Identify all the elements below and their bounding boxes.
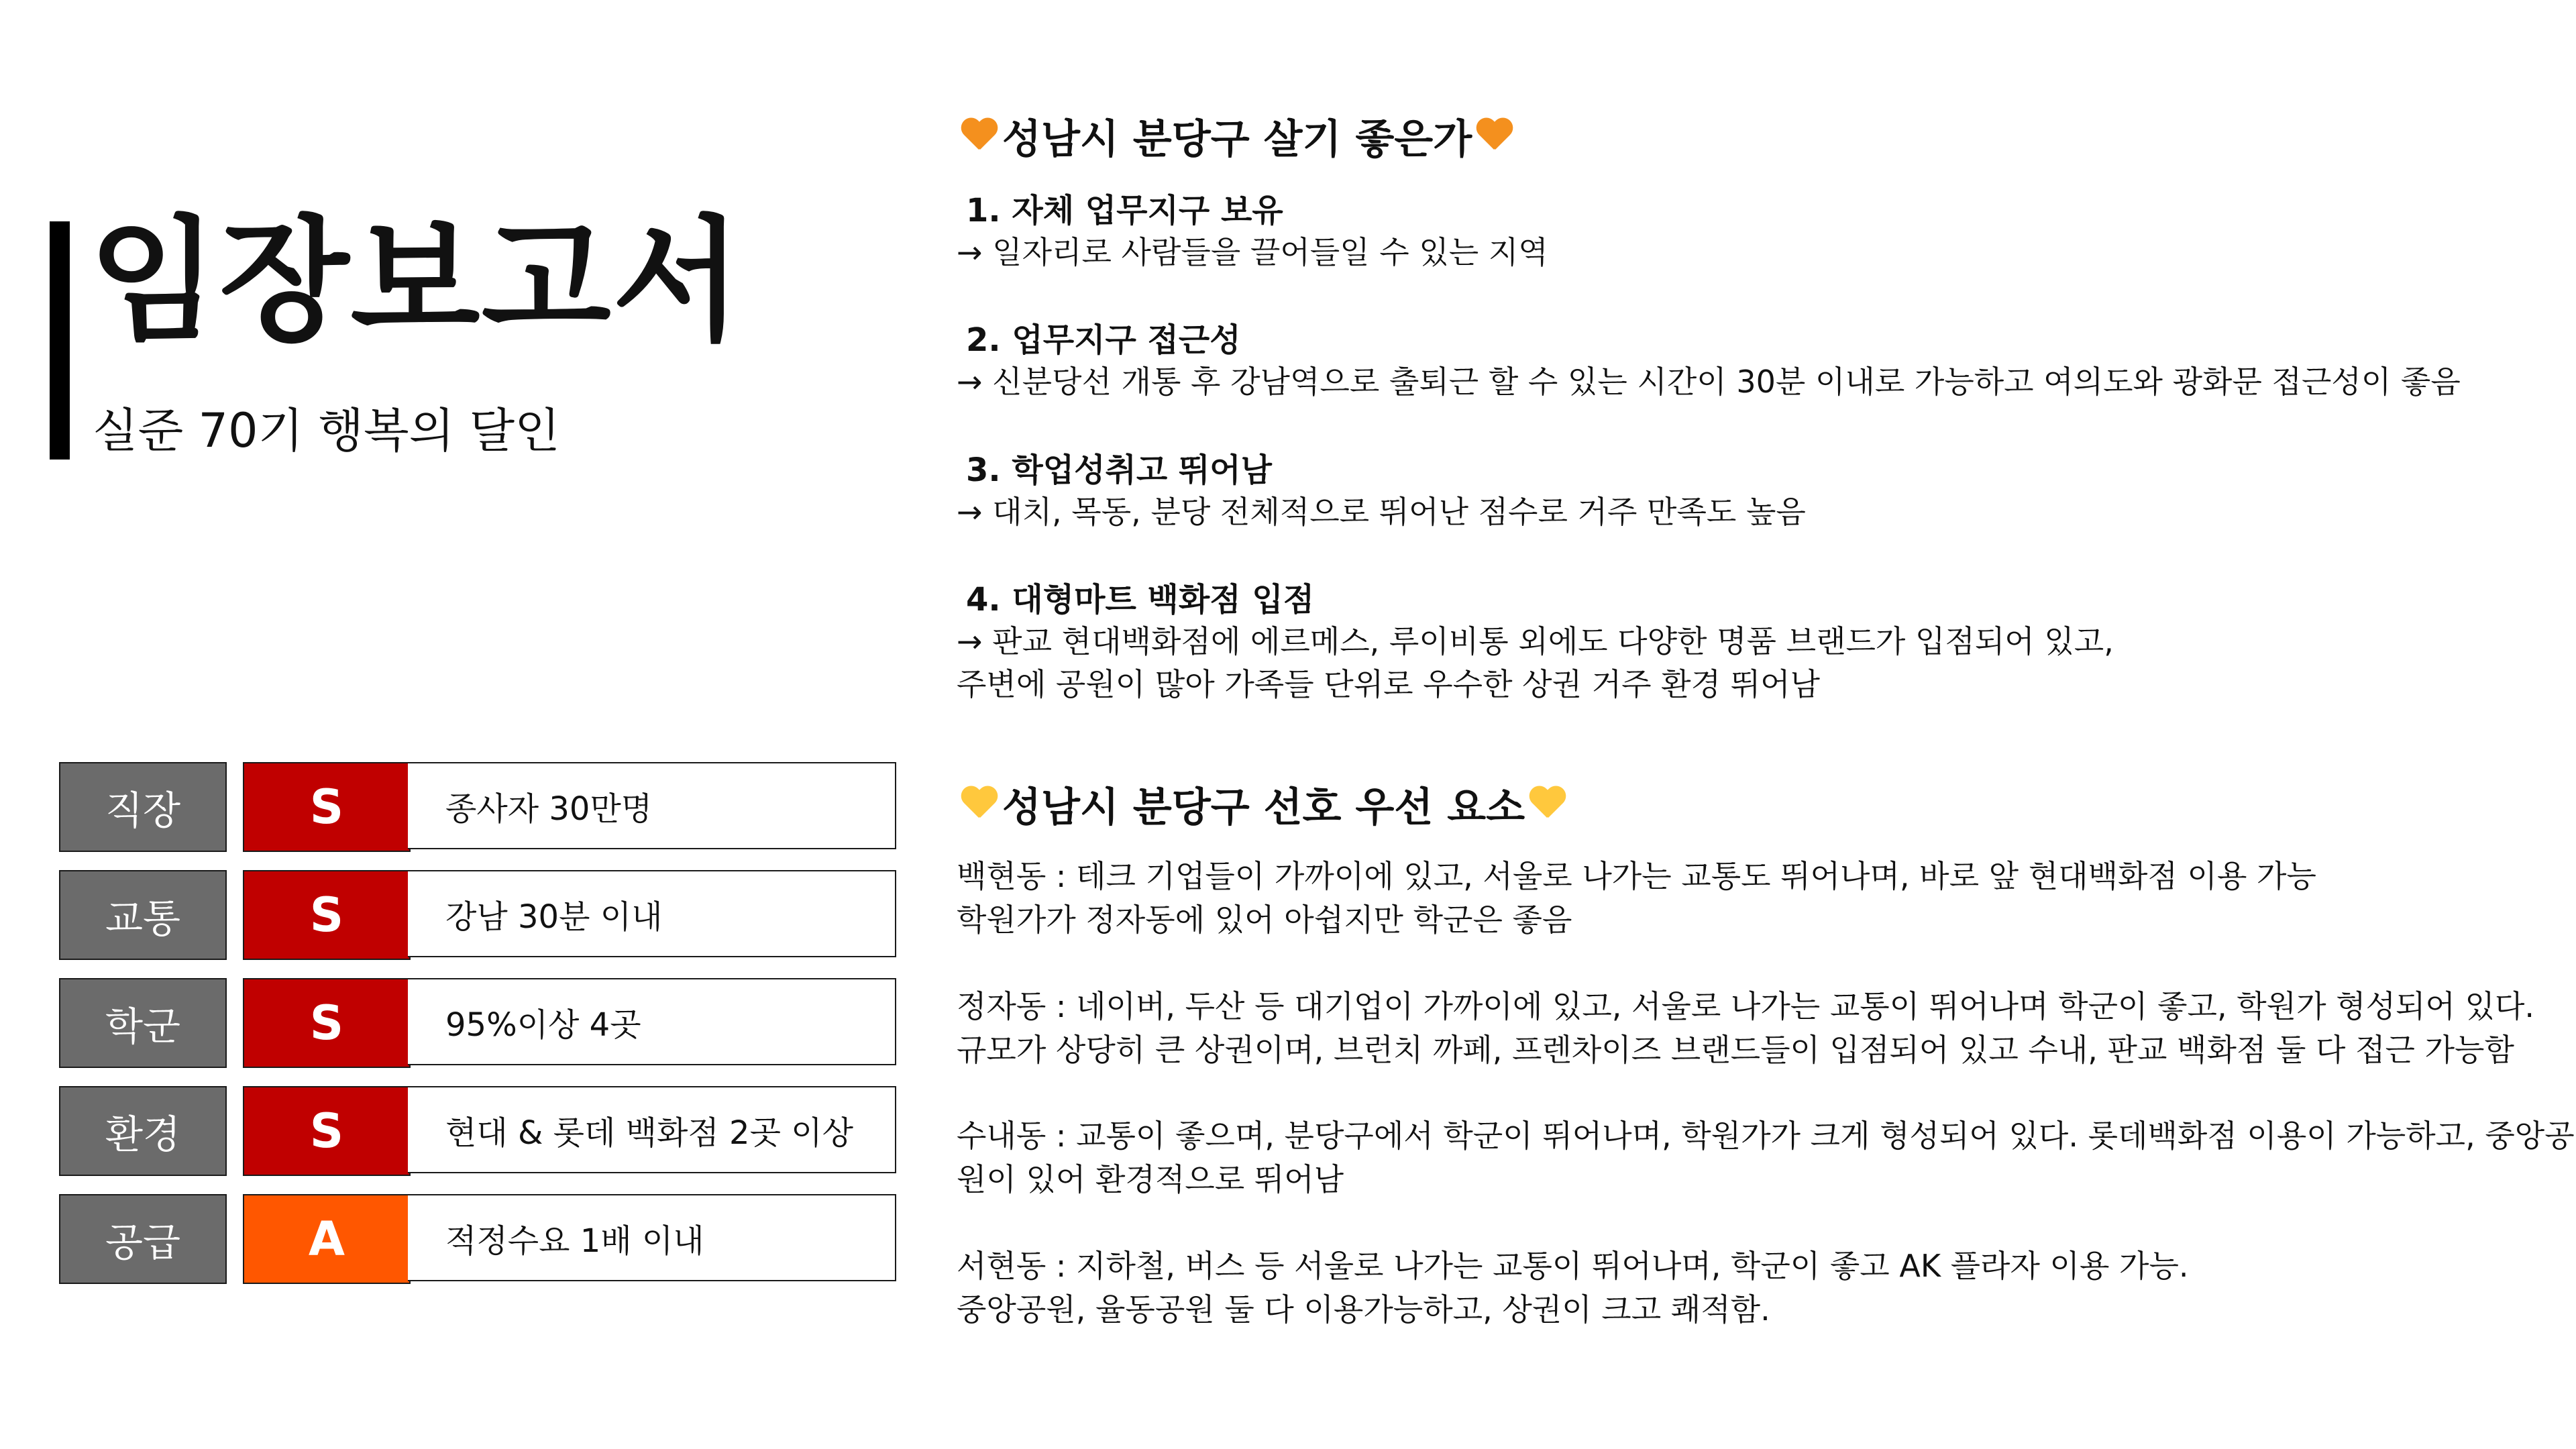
section1-heading [957, 107, 1517, 165]
score-grade: S [243, 1086, 411, 1176]
section2-paragraph-line: 원이 있어 환경적으로 뛰어남 [957, 1161, 1344, 1197]
score-grade: S [243, 762, 411, 852]
score-desc: 95%이상 4곳 [408, 978, 896, 1065]
score-grade: S [243, 870, 411, 960]
score-grade: A [243, 1194, 411, 1284]
score-row-environment [59, 1086, 899, 1176]
section1-item-line: → 판교 현대백화점에 에르메스, 루이비통 외에도 다양한 명품 브랜드가 입점되어 있고, [957, 623, 2114, 659]
section1-heading-text: 성남시 분당구 살기 좋은가 [1002, 116, 1472, 163]
section2-paragraph-line: 학원가가 정자동에 있어 아쉽지만 학군은 좋음 [957, 902, 1572, 938]
section1-item-title: 1. 자체 업무지구 보유 [966, 192, 1283, 229]
section2-heading-text: 성남시 분당구 선호 우선 요소 [1002, 784, 1525, 831]
score-desc: 현대 & 롯데 백화점 2곳 이상 [408, 1086, 896, 1173]
section2-heading [957, 775, 1570, 833]
title-accent-bar [50, 221, 70, 460]
score-label: 학군 [59, 978, 227, 1068]
score-label: 교통 [59, 870, 227, 960]
score-desc: 적정수요 1배 이내 [408, 1194, 896, 1281]
section1-item-title: 4. 대형마트 백화점 입점 [966, 581, 1315, 619]
section2-paragraph-line: 정자동 : 네이버, 두산 등 대기업이 가까이에 있고, 서울로 나가는 교통이 뛰어나며 학군이 좋고, 학원가 형성되어 있다. [957, 988, 2534, 1024]
section2-paragraph-line: 중앙공원, 율동공원 둘 다 이용가능하고, 상권이 크고 쾌적함. [957, 1291, 1770, 1328]
score-label: 공급 [59, 1194, 227, 1284]
section1-item-title: 2. 업무지구 접근성 [966, 321, 1241, 359]
section1-item-line: 주변에 공원이 많아 가족들 단위로 우수한 상권 거주 환경 뛰어남 [957, 666, 1820, 702]
score-grade: S [243, 978, 411, 1068]
section1-item-title: 3. 학업성취고 뛰어남 [966, 451, 1272, 489]
section2-paragraph-line: 규모가 상당히 큰 상권이며, 브런치 까페, 프렌차이즈 브랜드들이 입점되어 있고 수내, 판교 백화점 둘 다 접근 가능함 [957, 1032, 2514, 1068]
score-row-school [59, 978, 899, 1068]
section2-paragraph-line: 수내동 : 교통이 좋으며, 분당구에서 학군이 뛰어나며, 학원가가 크게 형성되어 있다. 롯데백화점 이용이 가능하고, 중앙공 [957, 1118, 2575, 1154]
section1-item-line: → 신분당선 개통 후 강남역으로 출퇴근 할 수 있는 시간이 30분 이내로 가능하고 여의도와 광화문 접근성이 좋음 [957, 364, 2461, 400]
page-subtitle: 실준 70기 행복의 달인 [93, 403, 560, 458]
section2-paragraph-line: 백현동 : 테크 기업들이 가까이에 있고, 서울로 나가는 교통도 뛰어나며, 바로 앞 현대백화점 이용 가능 [957, 858, 2316, 894]
score-row-transport [59, 870, 899, 960]
score-desc: 종사자 30만명 [408, 762, 896, 849]
section1-item-line: → 대치, 목동, 분당 전체적으로 뛰어난 점수로 거주 만족도 높음 [957, 494, 1806, 530]
section1-item-line: → 일자리로 사람들을 끌어들일 수 있는 지역 [957, 234, 1548, 270]
orange-heart-icon [1476, 119, 1513, 154]
score-label: 환경 [59, 1086, 227, 1176]
orange-heart-icon [961, 119, 998, 154]
page-title: 임장보고서 [89, 203, 744, 360]
score-row-supply [59, 1194, 899, 1284]
score-label: 직장 [59, 762, 227, 852]
yellow-heart-icon [961, 787, 998, 822]
section2-paragraph-line: 서현동 : 지하철, 버스 등 서울로 나가는 교통이 뛰어나며, 학군이 좋고 AK 플라자 이용 가능. [957, 1248, 2189, 1284]
score-row-work [59, 762, 899, 852]
yellow-heart-icon [1529, 787, 1566, 822]
score-desc: 강남 30분 이내 [408, 870, 896, 957]
